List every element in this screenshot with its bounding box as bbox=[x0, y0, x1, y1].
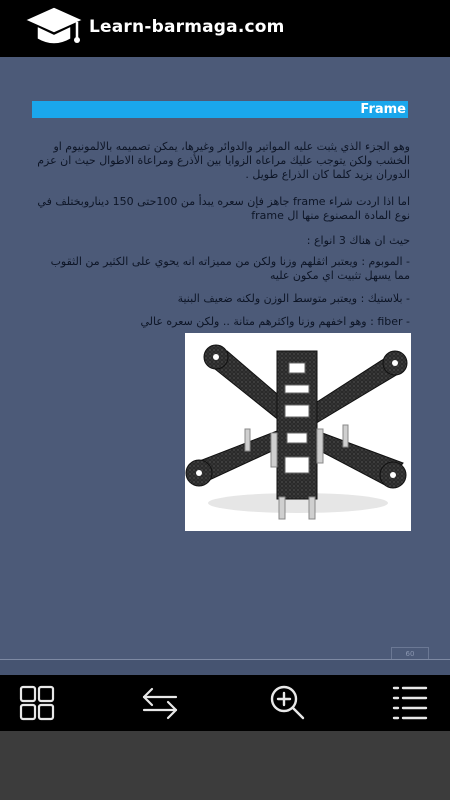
graduation-cap-icon[interactable] bbox=[23, 5, 85, 51]
paragraph-types: حيث ان هناك 3 انواع : bbox=[306, 234, 410, 247]
menu-list-button[interactable] bbox=[390, 683, 430, 723]
toolbar-spacer bbox=[0, 660, 450, 675]
paragraph-price: اما اذا اردت شراء frame جاهز فإن سعره يبدأ من 100حتى 150 ديناروبختلف في نوع المادة المصنوع منها ال frame bbox=[37, 195, 410, 222]
swap-direction-icon bbox=[140, 683, 180, 723]
app-header bbox=[0, 0, 450, 57]
swap-direction-button[interactable] bbox=[140, 683, 180, 723]
app-title[interactable]: Learn-barmaga.com bbox=[89, 17, 285, 37]
section-title: Frame bbox=[360, 102, 406, 117]
zoom-in-button[interactable] bbox=[267, 683, 307, 723]
section-header-bar bbox=[32, 101, 408, 118]
document-page[interactable] bbox=[0, 57, 450, 660]
page-number: 60 bbox=[391, 647, 429, 661]
grid-view-button[interactable] bbox=[17, 683, 57, 723]
list-item-aluminum: - الموبوم : ويعتبر اثقلهم وزنا ولكن من مميزاته انه يحوي على الكثير من الثقوب مما يسهل تثبيت اي مكون عليه bbox=[50, 255, 410, 282]
quadcopter-frame-image bbox=[185, 333, 411, 531]
list-item-fiber: - fiber : وهو اخفهم وزنا واكثرهم متانة .. ولكن سعره عالي bbox=[140, 315, 410, 328]
zoom-in-icon bbox=[267, 683, 307, 723]
grid-view-icon bbox=[17, 683, 57, 723]
paragraph-intro: وهو الجزء الذي يثبت عليه المواتير والدوائر وغيرها، يمكن تصميمه بالالمونيوم او الخشب ولكن يتوجب عليك مراعاه الزوايا بين الأذرع ومراعاة الاطوال حيث ان عزم الدوران يزيد كلما كان الذراع طويل . bbox=[37, 140, 410, 181]
system-navigation-area bbox=[0, 731, 450, 800]
menu-list-icon bbox=[390, 683, 430, 723]
bottom-toolbar bbox=[0, 675, 450, 731]
list-item-plastic: - بلاستيك : ويعتبر متوسط الوزن ولكنه ضعيف البنية bbox=[177, 292, 410, 305]
